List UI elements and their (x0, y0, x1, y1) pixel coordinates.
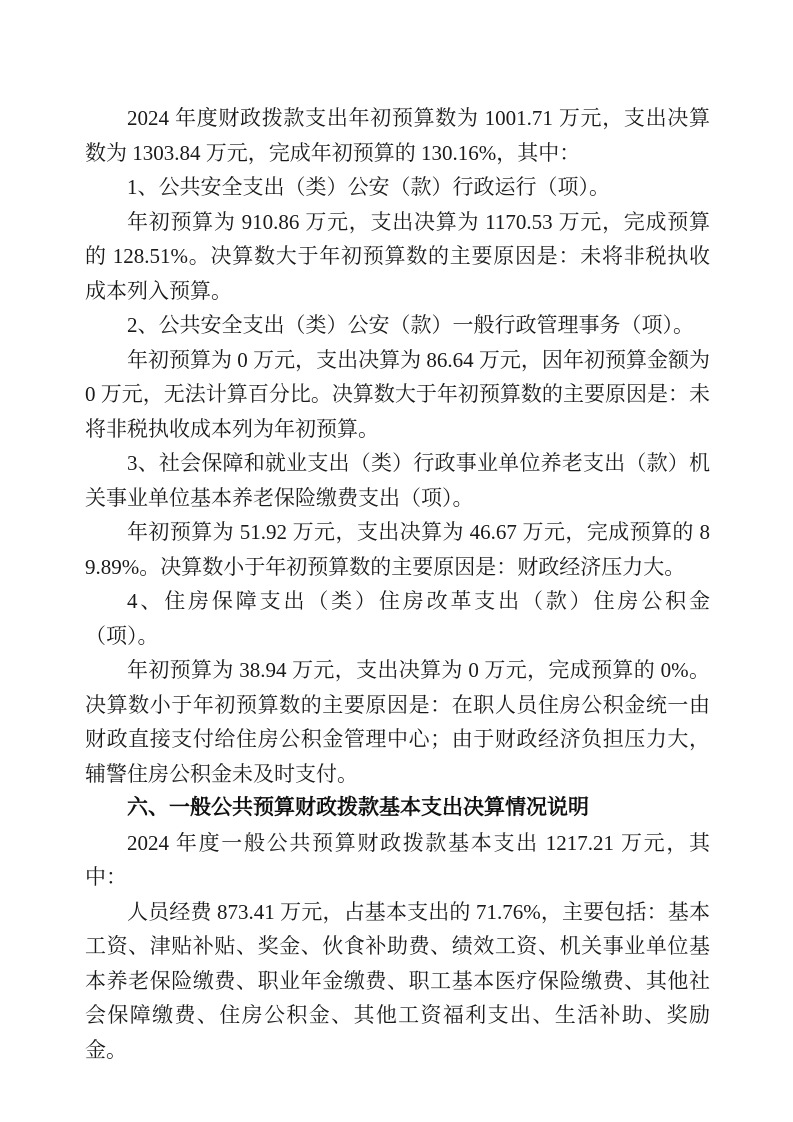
para-fiscal-allocation-expenditure-overview: 2024 年度财政拨款支出年初预算数为 1001.71 万元，支出决算数为 1303.84 万元，完成年初预算的 130.16%，其中： (85, 106, 710, 165)
para-item-4-budget-detail: 年初预算为 38.94 万元，支出决算为 0 万元，完成预算的 0%。决算数小于年初预算数的主要原因是：在职人员住房公积金统一由财政直接支付给住房公积金管理中心；由于财政经济负担压力大，辅警住房公积金未及时支付。 (85, 658, 710, 786)
para-basic-expenditure-total: 2024 年度一般公共预算财政拨款基本支出 1217.21 万元，其中： (85, 830, 710, 889)
para-item-1-budget-detail: 年初预算为 910.86 万元，支出决算为 1170.53 万元，完成预算的 128.51%。决算数大于年初预算数的主要原因是：未将非税执收成本列入预算。 (85, 209, 710, 303)
para-item-4-housing-security-fund: 4、住房保障支出（类）住房改革支出（款）住房公积金（项）。 (85, 589, 710, 648)
section-heading-basic-expenditure-explanation: 六、一般公共预算财政拨款基本支出决算情况说明 (127, 796, 589, 819)
para-item-3-social-security-pension: 3、社会保障和就业支出（类）行政事业单位养老支出（款）机关事业单位基本养老保险缴费支出（项）。 (85, 451, 710, 510)
para-item-1-public-security-admin-operation: 1、公共安全支出（类）公安（款）行政运行（项）。 (127, 175, 610, 199)
para-item-3-budget-detail: 年初预算为 51.92 万元，支出决算为 46.67 万元，完成预算的 89.89%。决算数小于年初预算数的主要原因是：财政经济压力大。 (85, 520, 710, 579)
para-item-2-budget-detail: 年初预算为 0 万元，支出决算为 86.64 万元，因年初预算金额为 0 万元，无法计算百分比。决算数大于年初预算数的主要原因是：未将非税执收成本列为年初预算。 (85, 347, 710, 441)
para-personnel-expense-breakdown: 人员经费 873.41 万元，占基本支出的 71.76%，主要包括：基本工资、津贴补贴、奖金、伙食补助费、绩效工资、机关事业单位基本养老保险缴费、职业年金缴费、职工基本医疗保险缴费、其他社会保障缴费、住房公积金、其他工资福利支出、生活补助、奖励金。 (85, 899, 710, 1062)
para-item-2-public-security-general-admin: 2、公共安全支出（类）公安（款）一般行政管理事务（项）。 (127, 313, 694, 337)
